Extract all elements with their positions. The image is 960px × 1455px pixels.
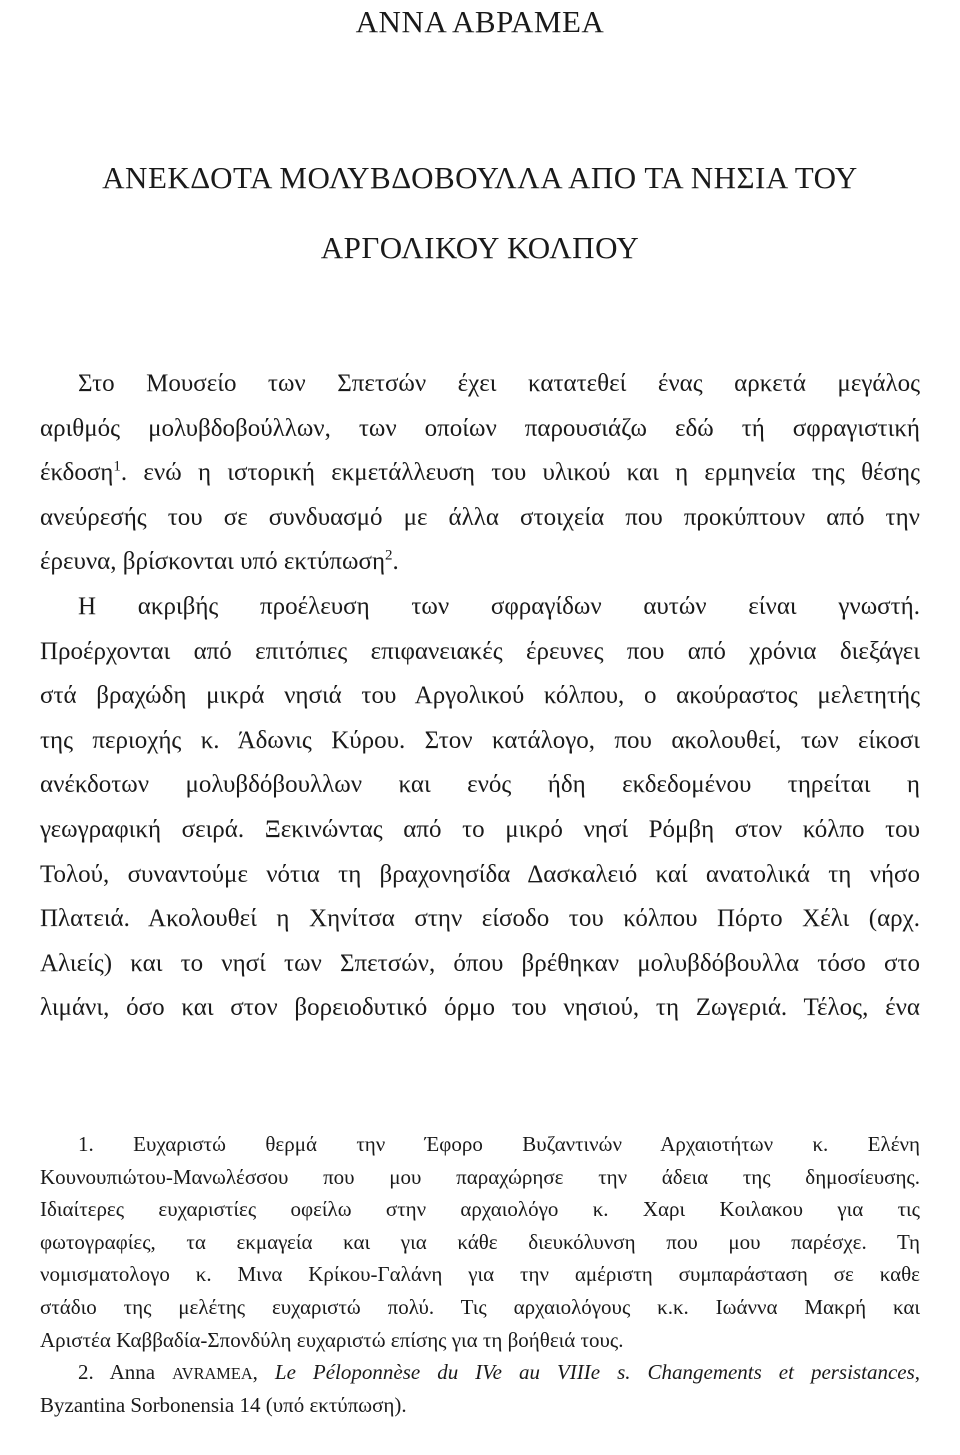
footnote-line: Αριστέα Καββαδία-Σπονδύλη ευχαριστώ επίσης για τη βοήθειά τους.	[40, 1327, 624, 1352]
body-text-fragment: . ενώ η ιστορική εκμετάλλευση του υλικού και η ερμηνεία της θέσης	[120, 459, 920, 487]
cited-title: Le Péloponnèse du IVe au VIIIe s. Changements et persistances	[274, 1360, 915, 1385]
article-title-line-2: ΑΡΓΟΛΙΚΟΥ ΚΟΛΠΟΥ	[320, 230, 640, 265]
body-line: Τολού, συναντούμε νότια τη βραχονησίδα Δασκαλειό καί ανατολικά τη νήσο	[40, 860, 920, 888]
footnote-ref[interactable]: 1	[113, 458, 121, 475]
body-line: Πλατειά. Ακολουθεί η Χηνίτσα στην είσοδο του κόλπου Πόρτο Χέλι (αρχ.	[40, 905, 920, 933]
running-header-author: ΑΝΝΑ ΑΒΡΑΜΕΑ	[355, 4, 605, 39]
footnote-line: νομισματολογο κ. Μινα Κρίκου-Γαλάνη για την αμέριστη συμπαράσταση σε καθε	[40, 1262, 920, 1287]
body-text-fragment: έκδοση	[40, 459, 114, 487]
footnotes	[40, 1128, 920, 1421]
article-title-line-1: ΑΝΕΚΔΟΤΑ ΜΟΛΥΒΔΟΒΟΥΛΛΑ ΑΠΟ ΤΑ ΝΗΣΙΑ ΤΟΥ	[102, 160, 858, 195]
footnote-line: Ιδιαίτερες ευχαριστίες οφείλω στην αρχαιολόγο κ. Χαρι Κοιλακου για τις	[40, 1197, 920, 1222]
body-line: της περιοχής κ. Άδωνις Κύρου. Στον κατάλογο, που ακολουθεί, των είκοσι	[40, 726, 920, 754]
footnote-line: στάδιο της μελέτης ευχαριστώ πολύ. Τις αρχαιολόγους κ.κ. Ιωάννα Μακρή και	[40, 1294, 920, 1319]
body-text	[40, 362, 920, 1031]
footnote-text-fragment: ,	[252, 1360, 275, 1385]
body-line: αριθμός μολυβδοβούλλων, των οποίων παρουσιάζω εδώ τή σφραγιστική	[40, 414, 920, 442]
footnote-line: Byzantina Sorbonensia 14 (υπό εκτύπωση).	[40, 1392, 407, 1417]
footnote-text-fragment: 2. Anna	[78, 1360, 173, 1385]
body-line: Προέρχονται από επιτόπιες επιφανειακές έρευνες που από χρόνια διεξάγει	[40, 637, 920, 665]
body-line: λιμάνι, όσο και στον βορειοδυτικό όρμο του νησιού, τη Ζωγεριά. Τέλος, ένα	[40, 994, 920, 1022]
body-line: Αλιείς) και το νησί των Σπετσών, όπου βρέθηκαν μολυβδόβουλλα τόσο στο	[40, 949, 920, 977]
footnote-line: φωτογραφίες, τα εκμαγεία και για κάθε διευκόλυνση που μου παρέσχε. Τη	[40, 1229, 920, 1254]
body-line: Η ακριβής προέλευση των σφραγίδων αυτών είναι γνωστή.	[78, 592, 920, 620]
author-name-smallcaps: AVRAMEA	[172, 1364, 253, 1384]
body-line: γεωγραφική σειρά. Ξεκινώντας από το μικρό νησί Ρόμβη στον κόλπο του	[40, 815, 920, 843]
body-line: Στο Μουσείο των Σπετσών έχει κατατεθεί ένας αρκετά μεγάλος	[78, 370, 920, 397]
body-line: στά βραχώδη μικρά νησιά του Αργολικού κόλπου, ο ακούραστος μελετητής	[40, 682, 920, 710]
footnote-text-fragment: ,	[914, 1360, 921, 1385]
body-text-fragment: έρευνα, βρίσκονται υπό εκτύπωση	[40, 548, 386, 576]
body-line: ανέκδοτων μολυβδόβουλλων και ενός ήδη εκδεδομένου τηρείται η	[40, 771, 920, 799]
body-text-fragment: .	[392, 548, 399, 576]
footnote-ref[interactable]: 2	[385, 548, 393, 565]
body-line	[40, 540, 920, 585]
body-line: ανεύρεσής του σε συνδυασμό με άλλα στοιχεία που προκύπτουν από την	[40, 503, 920, 531]
body-line	[40, 451, 920, 496]
footnote-line: Κουνουπιώτου-Μανωλέσσου που μου παραχώρησε την άδεια της δημοσίευσης.	[40, 1164, 920, 1189]
footnote-line: 1. Ευχαριστώ θερμά την Έφορο Βυζαντινών Αρχαιοτήτων κ. Ελένη	[78, 1132, 920, 1156]
footnote-line	[40, 1356, 920, 1389]
